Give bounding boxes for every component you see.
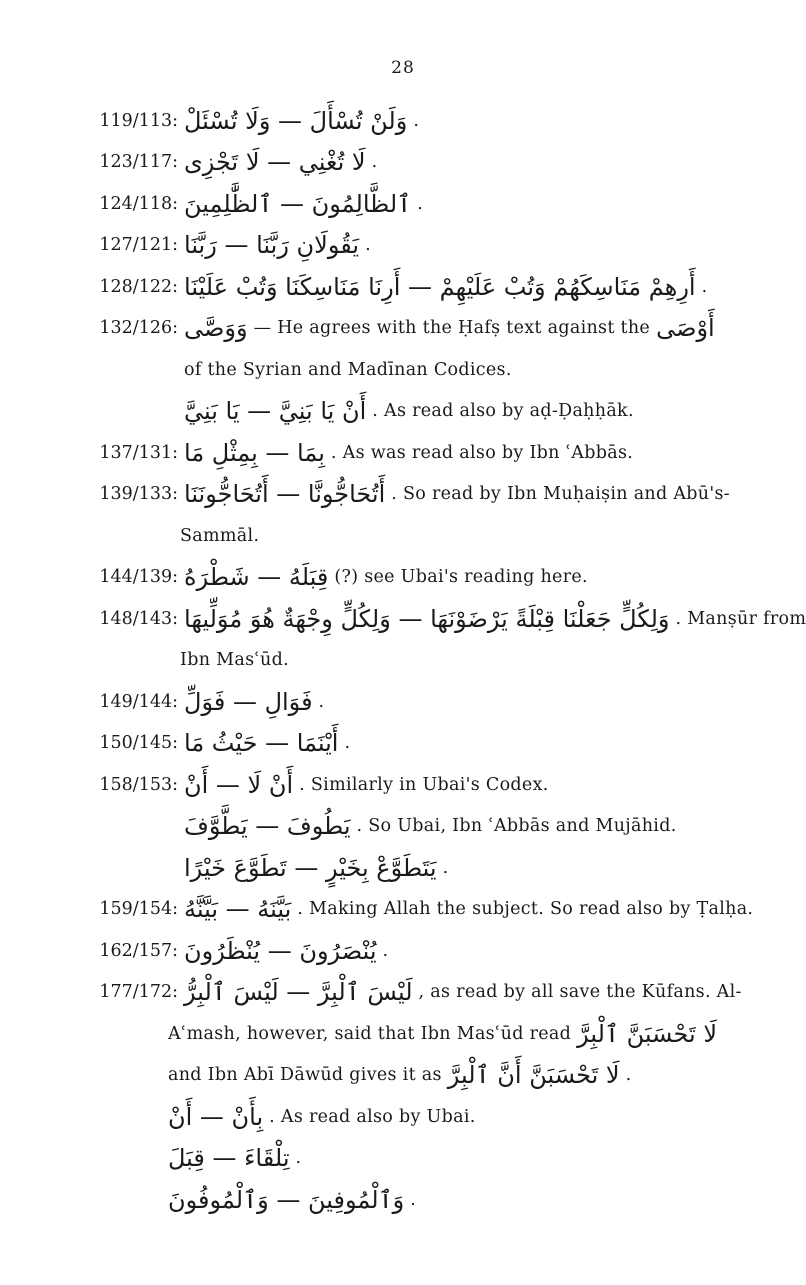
- variant-line: [0, 391, 806, 433]
- commentary-text: .: [344, 733, 351, 754]
- variant-line: [0, 183, 806, 225]
- arabic-reading: يُنْصَرُونَ — يُنْظَرُونَ: [184, 936, 377, 965]
- commentary-text: . So read by Ibn Muḥaiṣin and Abū's-: [391, 484, 730, 505]
- commentary-text: .: [413, 110, 420, 131]
- variant-line: [0, 723, 806, 765]
- commentary-text: . Manṣūr from: [675, 608, 806, 629]
- arabic-reading: وَلِكُلٍّ جَعَلْنَا قِبْلَةً يَرْضَوْنَهَا — وَلِكُلٍّ وِجْهَةٌ هُوَ مُوَلِّيهَا: [184, 604, 670, 633]
- variant-line: [0, 598, 806, 640]
- commentary-text: .: [442, 857, 449, 878]
- verse-reference: 159/154:: [99, 899, 178, 920]
- arabic-reading: ٱلظَّالِمُونَ — ٱلظَّٰلِمِينَ: [184, 189, 412, 218]
- arabic-reading-secondary: لَا تَحْسَبَنَّ ٱلْبِرَّ: [577, 1019, 718, 1048]
- arabic-reading: وَوَصَّى: [184, 314, 248, 343]
- arabic-reading: فَوَالِ — فَوَلِّ: [184, 687, 313, 716]
- verse-reference: 177/172:: [99, 982, 178, 1003]
- arabic-reading: وَلَنْ تُسْأَلَ — وَلَا تُسْئَلْ: [184, 106, 408, 135]
- variant-line-continuation: [0, 1013, 806, 1055]
- arabic-reading: وَٱلْمُوفِينَ — وَٱلْمُوفُونَ: [168, 1185, 405, 1214]
- verse-reference: 137/131:: [99, 442, 178, 463]
- commentary-text: Ibn Masʿūd.: [180, 650, 289, 671]
- arabic-reading: أَنْ يَا بَنِيَّ — يَا بَنِيَّ: [184, 397, 367, 426]
- variant-line: [0, 432, 806, 474]
- commentary-text: . As read also by aḍ-Ḍaḥḥāk.: [372, 401, 634, 422]
- variant-line: [0, 930, 806, 972]
- commentary-text: . As read also by Ubai.: [269, 1106, 476, 1127]
- variant-line: [0, 225, 806, 267]
- commentary-text: .: [295, 1148, 302, 1169]
- commentary-text: Aʿmash, however, said that Ibn Masʿūd read: [168, 1023, 572, 1044]
- commentary-text: .: [410, 1189, 417, 1210]
- verse-reference: 132/126:: [99, 318, 178, 339]
- variant-line: [0, 1096, 806, 1138]
- arabic-reading: قِبَلَهُ — شَطْرَهُ: [184, 563, 329, 592]
- commentary-text: . Making Allah the subject. So read also by Ṭalḥa.: [297, 899, 754, 920]
- arabic-reading: يَقُولَانِ رَبَّنَا — رَبَّنَا: [184, 231, 360, 260]
- variant-line: [0, 308, 806, 350]
- arabic-reading: بَيَّنَهُ — بَيَّنَّهُ: [184, 895, 292, 924]
- verse-reference: 149/144:: [99, 691, 178, 712]
- arabic-reading-secondary: لَا تَحْسَبَنَّ أَنَّ ٱلْبِرَّ: [447, 1061, 620, 1090]
- commentary-text: .: [417, 193, 424, 214]
- arabic-reading: يَطُوفَ — يَطَّوَّفَ: [184, 812, 351, 841]
- commentary-text: .: [371, 152, 378, 173]
- commentary-text: and Ibn Abī Dāwūd gives it as: [168, 1065, 442, 1086]
- variant-line: [0, 806, 806, 848]
- variant-line: [0, 847, 806, 889]
- verse-reference: 158/153:: [99, 774, 178, 795]
- variant-line: [0, 1138, 806, 1180]
- commentary-text: .: [382, 940, 389, 961]
- arabic-reading: لَيْسَ ٱلْبِرَّ — لَيْسَ ٱلْبِرُّ: [184, 978, 413, 1007]
- commentary-text: of the Syrian and Madīnan Codices.: [184, 359, 512, 380]
- arabic-reading: أَتُحَاجُّونَّا — أَتُحَاجُّونَنَا: [184, 480, 386, 509]
- verse-reference: 127/121:: [99, 235, 178, 256]
- commentary-text: . So Ubai, Ibn ʿAbbās and Mujāhid.: [356, 816, 677, 837]
- verse-reference: 150/145:: [99, 733, 178, 754]
- verse-reference: 144/139:: [99, 567, 178, 588]
- variant-line-continuation: [0, 640, 806, 682]
- arabic-reading: بِمَا — بِمِثْلِ مَا: [184, 438, 325, 467]
- variant-line: [0, 681, 806, 723]
- variant-readings-list: [0, 100, 806, 1221]
- arabic-reading-secondary: أَوْصَى: [656, 314, 715, 343]
- variant-line: [0, 972, 806, 1014]
- variant-line: [0, 889, 806, 931]
- commentary-text: (?) see Ubai's reading here.: [334, 567, 588, 588]
- variant-line: [0, 100, 806, 142]
- commentary-text: .: [701, 276, 708, 297]
- variant-line: [0, 266, 806, 308]
- arabic-reading: أَنْ لَا — أَنْ: [184, 770, 294, 799]
- variant-line-continuation: [0, 515, 806, 557]
- commentary-text-end: .: [625, 1065, 632, 1086]
- arabic-reading: يَتَطَوَّعْ بِخَيْرٍ — تَطَوَّعَ خَيْرًا: [184, 853, 437, 882]
- variant-line: [0, 764, 806, 806]
- variant-line: [0, 1179, 806, 1221]
- commentary-text: .: [318, 691, 325, 712]
- commentary-text: , as read by all save the Kūfans. Al-: [418, 982, 742, 1003]
- arabic-reading: لَا تُغْنِي — لَا تَجْزِى: [184, 148, 366, 177]
- variant-line-continuation: [0, 1055, 806, 1097]
- verse-reference: 128/122:: [99, 276, 178, 297]
- commentary-text: — He agrees with the Ḥafṣ text against the: [253, 318, 651, 339]
- verse-reference: 124/118:: [99, 193, 178, 214]
- arabic-reading: أَرِهِمْ مَنَاسِكَهُمْ وَتُبْ عَلَيْهِمْ — أَرِنَا مَنَاسِكَنَا وَتُبْ عَلَيْنَا: [184, 272, 696, 301]
- arabic-reading: أَيْنَمَا — حَيْثُ مَا: [184, 729, 339, 758]
- variant-line-continuation: [0, 349, 806, 391]
- verse-reference: 123/117:: [99, 152, 178, 173]
- verse-reference: 139/133:: [99, 484, 178, 505]
- page-number: 28: [391, 58, 415, 78]
- arabic-reading: بِأَنْ — أَنْ: [168, 1102, 264, 1131]
- variant-line: [0, 474, 806, 516]
- variant-line: [0, 142, 806, 184]
- commentary-text: . Similarly in Ubai's Codex.: [299, 774, 549, 795]
- verse-reference: 119/113:: [99, 110, 178, 131]
- commentary-text: Sammāl.: [180, 525, 260, 546]
- commentary-text: .: [365, 235, 371, 256]
- verse-reference: 162/157:: [99, 940, 178, 961]
- arabic-reading: تِلْقَاءَ — قِبَلَ: [168, 1144, 290, 1173]
- commentary-text: . As was read also by Ibn ʿAbbās.: [330, 442, 634, 463]
- variant-line: [0, 557, 806, 599]
- verse-reference: 148/143:: [99, 608, 178, 629]
